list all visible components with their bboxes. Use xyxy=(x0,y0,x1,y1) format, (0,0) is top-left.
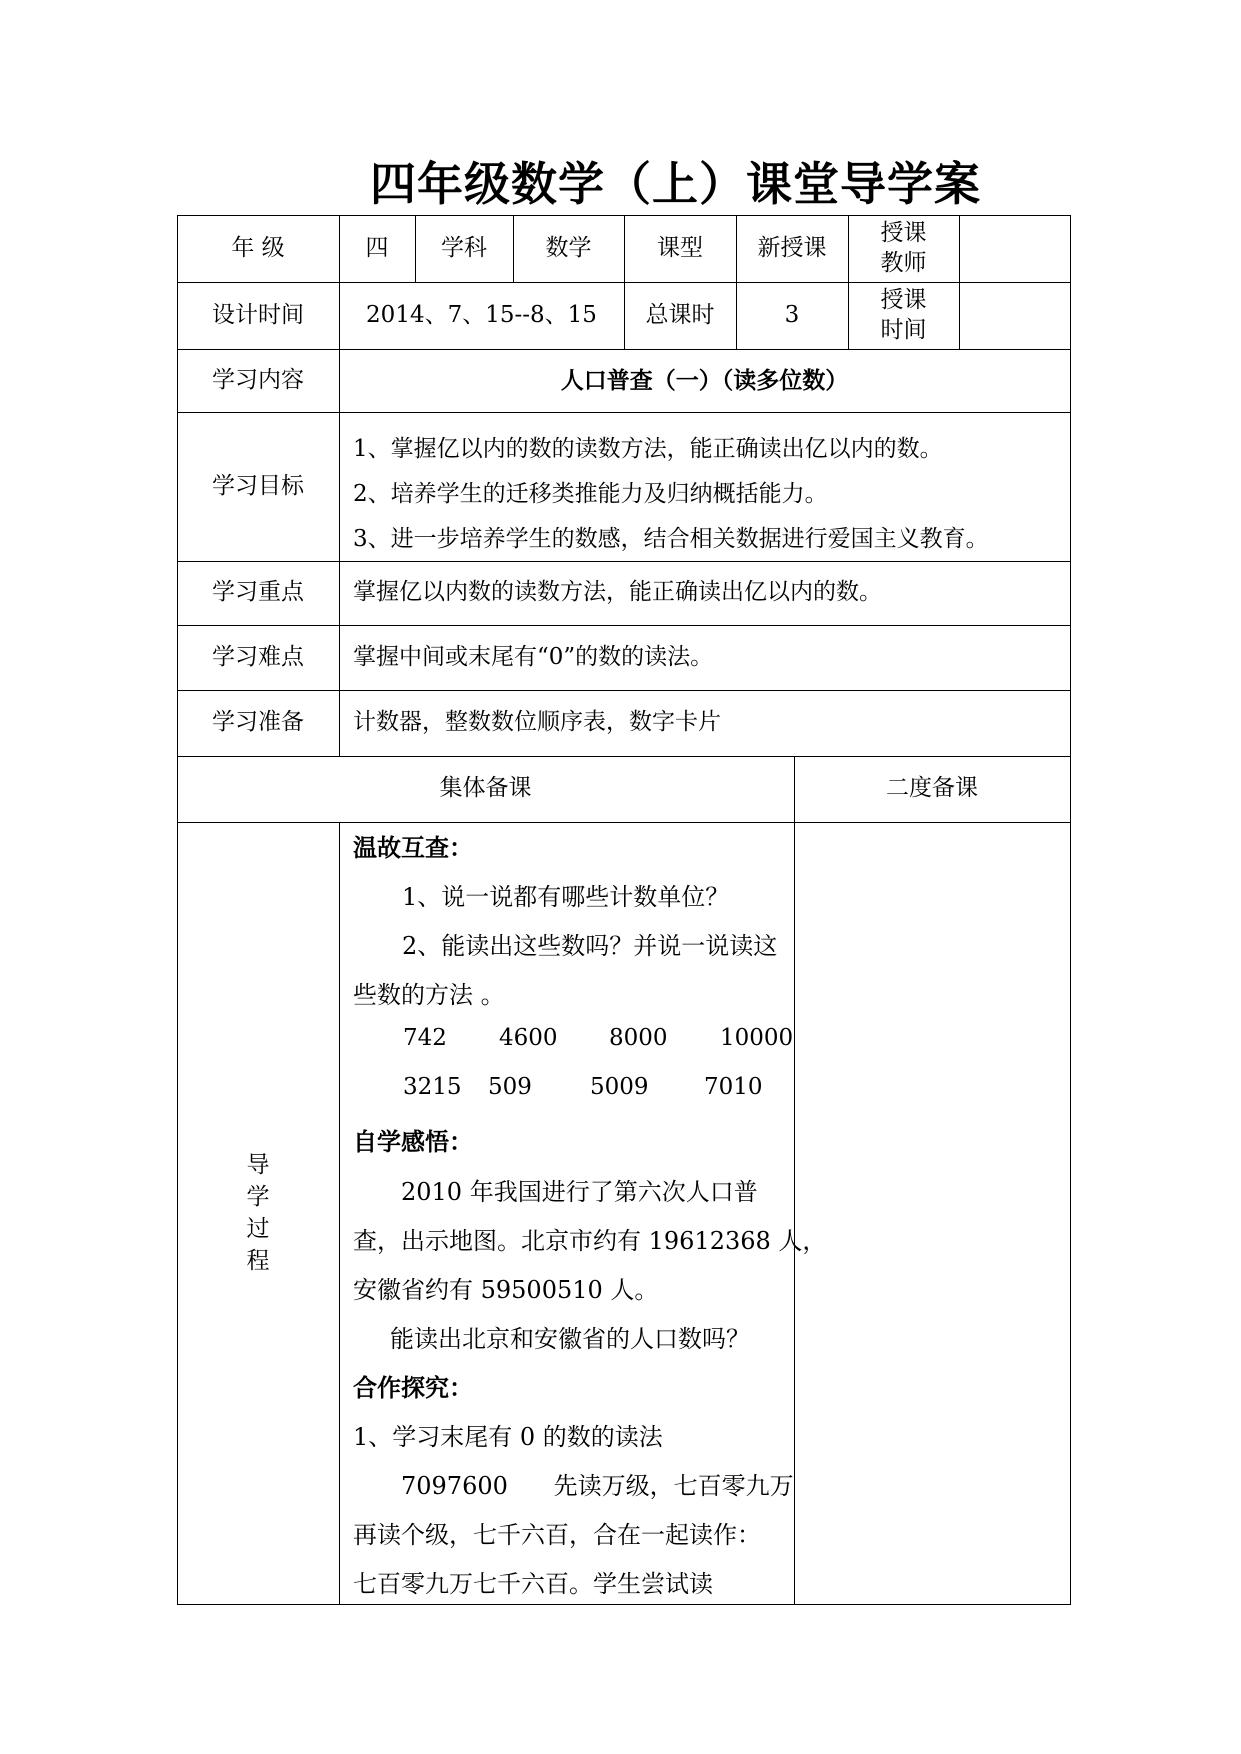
goal-item-2: 2、培养学生的迁移类推能力及归纳概括能力。 xyxy=(353,481,828,507)
cooperation-item-1: 1、学习末尾有 0 的数的读法 xyxy=(353,1423,663,1451)
self-study-p3: 安徽省约有 59500510 人。 xyxy=(353,1276,659,1304)
self-study-p1: 2010 年我国进行了第六次人口普 xyxy=(401,1178,758,1206)
focus-label: 学习重点 xyxy=(212,579,304,606)
class-time-label-line2: 时间 xyxy=(880,316,927,343)
design-time-label: 设计时间 xyxy=(212,301,304,328)
content-value: 人口普查（一）（读多位数） xyxy=(560,366,849,394)
review-q1: 1、说一说都有哪些计数单位？ xyxy=(402,883,730,911)
focus-value: 掌握亿以内数的读数方法，能正确读出亿以内的数。 xyxy=(353,579,882,606)
subject-value: 数学 xyxy=(545,234,592,261)
self-study-heading: 自学感悟： xyxy=(353,1127,473,1156)
class-time-label-line1: 授课 xyxy=(880,286,927,313)
self-study-question: 能读出北京和安徽省的人口数吗？ xyxy=(390,1325,750,1353)
prep-label: 学习准备 xyxy=(212,709,304,736)
cooperation-line-2: 7097600 先读万级，七百零九万 xyxy=(401,1472,794,1500)
class-time-label xyxy=(848,282,959,349)
cooperation-line-3: 再读个级，七千六百，合在一起读作： xyxy=(353,1521,761,1549)
review-q2b: 些数的方法 。 xyxy=(353,981,505,1009)
teacher-label-line1: 授课 xyxy=(880,219,927,246)
collective-prep-header: 集体备课 xyxy=(439,775,532,802)
process-label: 导 学 过 程 xyxy=(246,1151,270,1275)
design-time-value: 2014、7、15--8、15 xyxy=(366,301,597,328)
teacher-label-line2: 教师 xyxy=(880,249,927,276)
cooperation-heading: 合作探究： xyxy=(353,1373,473,1402)
review-q2a: 2、能读出这些数吗？并说一说读这 xyxy=(402,932,778,960)
review-heading: 温故互查： xyxy=(353,833,473,862)
number-item: 7010 xyxy=(704,1074,763,1100)
number-item: 3215 xyxy=(403,1074,462,1100)
goal-item-3: 3、进一步培养学生的数感，结合相关数据进行爱国主义教育。 xyxy=(353,526,989,552)
page-title: 四年级数学（上）课堂导学案 xyxy=(370,157,981,211)
number-item: 742 xyxy=(403,1025,447,1051)
second-prep-header: 二度备课 xyxy=(886,775,978,802)
lesson-type-label: 课型 xyxy=(657,234,703,261)
number-item: 8000 xyxy=(609,1025,668,1051)
difficulty-value: 掌握中间或末尾有“0”的数的读法。 xyxy=(353,643,714,670)
grade-value: 四 xyxy=(365,234,389,261)
difficulty-label: 学习难点 xyxy=(212,643,304,670)
prep-value: 计数器，整数数位顺序表，数字卡片 xyxy=(353,709,721,736)
subject-label: 学科 xyxy=(441,234,487,261)
class-time-value xyxy=(959,282,1070,349)
number-item: 5009 xyxy=(590,1074,649,1100)
total-hours-label: 总课时 xyxy=(645,301,715,328)
grade-label: 年 级 xyxy=(231,234,285,261)
goal-item-1: 1、掌握亿以内的数的读数方法，能正确读出亿以内的数。 xyxy=(353,436,943,462)
lesson-type-value: 新授课 xyxy=(757,234,827,261)
self-study-p2: 查，出示地图。北京市约有 19612368 人， xyxy=(353,1227,827,1255)
cooperation-line-4: 七百零九万七千六百。学生尝试读 xyxy=(353,1570,713,1598)
number-item: 10000 xyxy=(720,1025,794,1051)
goals-label: 学习目标 xyxy=(212,472,304,499)
number-item: 4600 xyxy=(499,1025,558,1051)
content-label: 学习内容 xyxy=(212,366,304,393)
number-item: 509 xyxy=(488,1074,532,1100)
total-hours-value: 3 xyxy=(784,301,800,328)
teacher-label xyxy=(848,215,959,282)
teacher-value xyxy=(959,215,1070,282)
